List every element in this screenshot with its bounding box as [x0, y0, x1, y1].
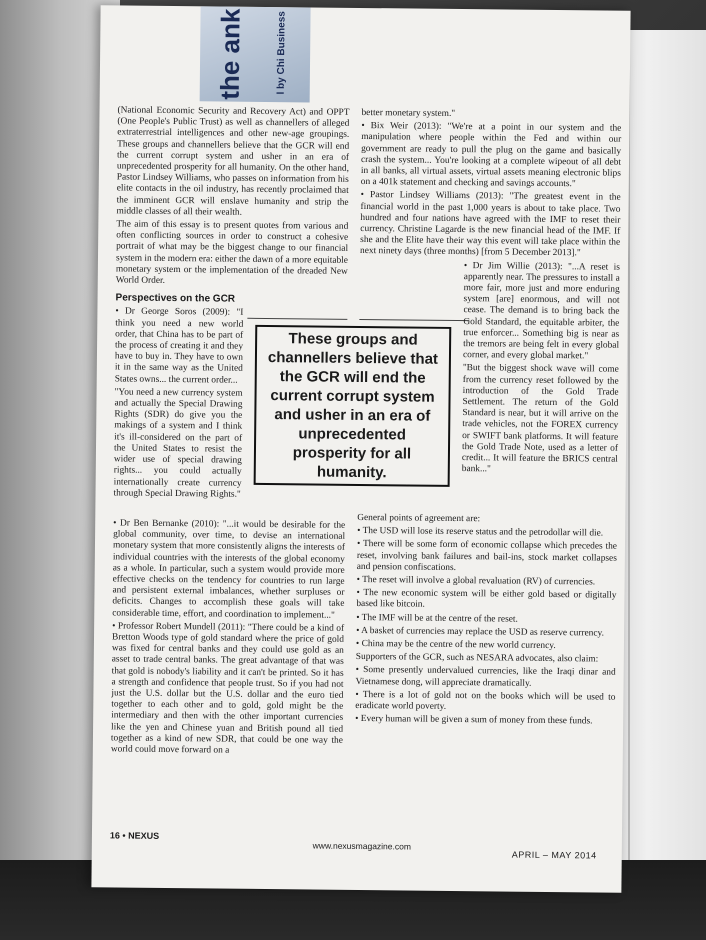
issue-date: APRIL – MAY 2014	[511, 849, 597, 861]
list-item: • Some presently undervalued currencies, like the Iraqi dinar and Vietnamese dong, will appreciate dramatically.	[355, 665, 616, 689]
section-heading: Perspectives on the GCR	[115, 292, 236, 305]
list-item: • The reset will involve a global revaluation (RV) of currencies.	[356, 574, 596, 588]
list-item: • The IMF will be at the centre of the reset.	[356, 612, 518, 625]
paragraph: • Bix Weir (2013): "We're at a point in our system and the manipulation where people within the Fed and within our government are ready to pull the plug on the game and basically crash the system... You're looking at a complete wipeout of all debt in all banks, all virtual assets, virtual assets meaning electronic blips on a 401k statement and checking and savings accounts."	[360, 121, 622, 190]
paragraph: "You need a new currency system and actually the Special Drawing Rights (SDR) do give you the makings of a system and I think it's ill-considered on the part of the United States to resist the wider use of special drawing rights... you could actually internationally create currency through Special Drawing Rights."	[113, 387, 243, 500]
cover-subtitle-fragment: l by Chi Business	[275, 11, 288, 95]
right-column-bottom	[355, 513, 617, 730]
paragraph: • Pastor Lindsey Williams (2013): "The greatest event in the financial world in the past 1,000 years is about to take place. Two hundred and four nations have agreed with the IMF to reset their currency. Christine Lagarde is the new financial head of the IMF. If she and the Elite have their way this event will take place within the next ninety days (three months) [from 5 December 2013]."	[360, 190, 621, 259]
list-item: • The USD will lose its reserve status and the petrodollar will die.	[357, 526, 604, 539]
paragraph: • Professor Robert Mundell (2011): "There could be a kind of Bretton Woods type of gold standard where the price of gold was fixed for central banks and they could use gold as an asset to trade central banks. The great advantage of that was that gold is nobody's liability and it can't be printed. So it has a strength and confidence that people trust. So if you had not just the U.S. dollar but the U.S. dollar and the euro tied together to each other and to gold, gold might be the intermediary and then with the other important currencies like the yen and Chinese yuan and British pound all tied together as a kind of new SDR, that could be one way the world could move forward on a	[110, 621, 345, 756]
list-item: • There will be some form of economic collapse which precedes the reset, involving bank failures and bail-ins, stock market collapses and pension confiscations.	[356, 539, 618, 573]
list-item: • The new economic system will be either gold based or digitally based like bitcoin.	[356, 588, 617, 611]
list-item: • There is a lot of gold not on the books which will be used to eradicate world poverty.	[355, 689, 616, 712]
paragraph: General points of agreement are:	[357, 512, 481, 525]
paragraph: • Dr Jim Willie (2013): "...A reset is apparently near. The pressures to install a more fair, more just and more enduring system [are] enormous, and will not cease. The demand is to bring back the Gold Standard, the equitable arbiter, the true enforcer... Something big is near as the tremors are being felt in every global corner, and every global market."	[462, 260, 620, 362]
magazine-page	[91, 5, 630, 893]
list-item: • Every human will be given a sum of money from these funds.	[355, 714, 593, 727]
paragraph: Supporters of the GCR, such as NESARA advocates, also claim:	[355, 652, 599, 665]
pull-quote: These groups and channellers believe that the GCR will end the current corrupt system and usher in an era of unprecedented prosperity for all humanity.	[254, 325, 452, 487]
paragraph: The aim of this essay is to present quotes from various and often conflicting sources in order to construct a cohesive portrait of what may be the biggest change to our financial system in the modern era: either the dawn of a more equitable monetary system or the implementation of the dreaded New World Order.	[115, 219, 349, 286]
page-folio: 16 • NEXUS	[109, 830, 160, 841]
paragraph: • Dr George Soros (2009): "I think you need a new world order, that China has to be part of the process of creating it and they have to buy in. They have to own it in the same way as the United States owns... the current order...	[114, 306, 244, 386]
magazine-url: www.nexusmagazine.com	[312, 840, 412, 852]
left-column-bottom	[111, 518, 345, 760]
list-item: • China may be the centre of the new world currency.	[355, 638, 556, 652]
paragraph: "But the biggest shock wave will come from the currency reset followed by the introduction of the Gold Trade Settlement. The return of the Gold Standard is near, but it will arrive on the trade vehicles, not the FOREX currency or SWIFT bank platforms. It will feature the Gold Trade Note, used as a letter of credit... It will feature the BRICS central bank..."	[461, 363, 619, 475]
paragraph: • Dr Ben Bernanke (2010): "...it would be desirable for the global community, over time, to devise an international monetary system that more consistently aligns the interests of individual countries with the interests of the global economy as a whole. In particular, such a system would provide more effective checks on the tendency for countries to run large and persistent external imbalances, whether surpluses or deficits. Changes to accomplish these goals will take considerable time, effort, and coordination to implement..."	[112, 518, 346, 621]
right-column-top	[358, 108, 622, 479]
paragraph: better monetary system."	[361, 107, 456, 119]
paragraph: (National Economic Security and Recovery Act) and OPPT (One People's Public Trust) as well as channellers of alleged extraterrestrial intelligences and other new-age groupings. These groups and channellers believe that the GCR will end the current corrupt system and usher in an era of unprecedented prosperity for all humanity. On the other hand, Pastor Lindsey Williams, who passes on information from his elite contacts in the oil industry, has recently proclaimed that the imminent GCR will enslave humanity and strip the middle classes of all their wealth.	[116, 105, 350, 218]
cover-title-fragment: the ank	[214, 8, 246, 100]
list-item: • A basket of currencies may replace the USD as reserve currency.	[356, 625, 605, 639]
